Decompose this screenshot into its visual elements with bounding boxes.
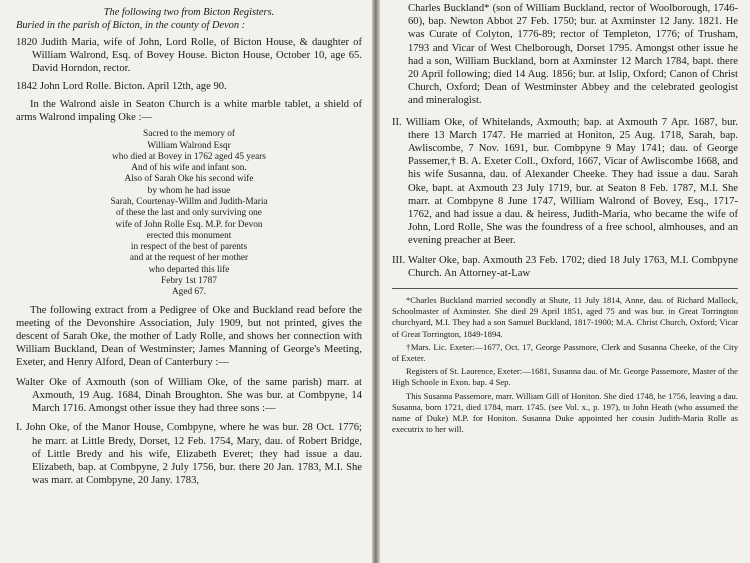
monument-inscription: [16, 129, 362, 298]
walrond-intro: In the Walrond aisle in Seaton Church is a white marble tablet, a shield of arms Walrond impaling Oke :—: [16, 98, 362, 124]
william-oke-paragraph: II. William Oke, of Whitelands, Axmouth; bap. at Axmouth 7 Apr. 1687, bur. there 13 March 1747. He married at Honiton, 25 Aug. 1718, Sarah, bap. Awliscombe, 7 Nov. 1691, bur. Combpyne 9 May 1741; dau. of George Passemer,† B. A. Exeter Coll., Oxford, 1667, Vicar of Awliscombe 1668, and his wife Susanna, dau. of Alexander Cheeke. They had issue a dau. Sarah Oke, bapt. at Axmouth 23 July 1719, bur. at Seaton 8 Feb. 1787, M.I. She marr. at Combpyne 8 June 1747, William Walrond of Bovey, Esq., 1717-1762, and had issue a dau. & heiress, Judith-Maria, who became the wife of John, Lord Rolle, She was the foundress of a free school, almhouses, and an evening preacher at Beer.: [392, 116, 738, 247]
monument-line: wife of John Rolle Esq. M.P. for Devon: [115, 219, 263, 230]
footnote-buckland: *Charles Buckland married secondly at Shute, 11 July 1814, Anne, dau. of Richard Mallock, Schoolmaster of Axminster. She died 29 April 1851, aged 75 and was bur. in Great Torrington churchyard, M.I. They had a son Samuel Buckland, 1817-1900; M.A. Christ Church, Oxford; Vicar of Great Torrington, 1849-1894.: [392, 295, 738, 339]
monument-line: Sacred to the memory of: [143, 129, 235, 140]
monument-line: in respect of the best of parents: [130, 242, 248, 253]
monument-line: Aged 67.: [171, 287, 207, 298]
monument-line: by whom he had issue: [147, 185, 231, 196]
monument-line: of these the last and only surviving one: [116, 208, 262, 219]
footnote-marriage-licence: †Mars. Lic. Exeter:—1677, Oct. 17, George Passmore, Clerk and Susanna Cheeke, of the City of Exeter.: [392, 341, 738, 364]
monument-line: Also of Sarah Oke his second wife: [124, 174, 254, 185]
left-page: [0, 0, 372, 563]
footnote-st-laurence: Registers of St. Laurence, Exeter:—1681, Susanna dau. of Mr. George Passemore, Master of the High Schoole in Exon. bap. 4 Sep.: [392, 366, 738, 388]
right-page: [380, 0, 750, 563]
burial-header: Buried in the parish of Bicton, in the county of Devon :: [16, 20, 246, 31]
monument-line: who departed this life: [148, 264, 230, 275]
monument-line: Febry 1st 1787: [161, 276, 217, 287]
charles-buckland-paragraph: Charles Buckland* (son of William Buckland, rector of Woolborough, 1746-60), bap. Newton Abbot 27 Feb. 1750; bur. at Axminster 12 Jany. 1821. He was Curate of Colyton, 1776-89; rector of Templeton, 1776; of Trusham, 1793 and Vicar of West Chelborough, Dorset 1795. Amongst other issue he had a son, William Buckland, born at Axminster 12 March 1784, bapt. there 20 April following; died 14 Aug. 1856; bur. at Islip, Oxford; Canon of Christ Church, Oxford; Dean of Westminster Abbey and the celebrated geologist and mineralogist.: [408, 3, 738, 107]
john-oke-paragraph: I. John Oke, of the Manor House, Combpyne, where he was bur. 28 Oct. 1776; he marr. at Little Bredy, Dorset, 12 Feb. 1754, Mary, dau. of Robert Bridge, of Little Bredy and his wife, Elizabeth Everet; they had issue a dau. Elizabeth, bap. at Combpyne, 2 July 1756, bur. there 20 Jan. 1783, M.I. She was marr. at Combpyne, 20 Jany. 1783,: [16, 422, 362, 487]
pedigree-paragraph: The following extract from a Pedigree of Oke and Buckland read before the meeting of the Devonshire Association, July 1909, but not printed, gives the descent of Sarah Oke, the mother of Lady Rolle, and shows her connection with William Buckland, Dean of Westminster; James Manning of George's Meeting, Exeter, and Henry Alford, Dean of Canterbury :—: [16, 304, 362, 369]
monument-line: and at the request of her mother: [129, 253, 249, 264]
monument-line: And of his wife and infant son.: [131, 163, 247, 174]
monument-line: Sarah, Courtenay-Willm and Judith-Maria: [110, 197, 268, 207]
entry-1820: 1820 Judith Maria, wife of John, Lord Rolle, of Bicton House, & daughter of William Walrond, Esq. of Bovey House. Bicton House, October 10, age 65. David Horndon, rector.: [16, 37, 362, 75]
book-gutter: [372, 0, 380, 563]
register-header: The following two from Bicton Registers.: [103, 7, 275, 18]
walter-oke-paragraph: Walter Oke of Axmouth (son of William Oke, of the same parish) marr. at Axmouth, 19 Aug. 1684, Dinah Broughton. She was bur. at Combpyne, 14 March 1716. Amongst other issue they had three sons :—: [16, 376, 362, 415]
monument-line: who died at Bovey in 1762 aged 45 years: [112, 151, 266, 162]
footnote-divider: [392, 288, 738, 289]
entry-1842: 1842 John Lord Rolle. Bicton. April 12th, age 90.: [16, 80, 227, 92]
walter-oke-iii-paragraph: III. Walter Oke, bap. Axmouth 23 Feb. 1702; died 18 July 1763, M.I. Combpyne Church. An Attorney-at-Law: [392, 254, 738, 279]
footnote-passemore: This Susanna Passemore, marr. William Gill of Honiton. She died 1748, he 1756, leaving a dau. Susanna, born 1721, died 1784, marr. 1745. (see Vol. x., p. 197), to John Heath (who assumed the name of Duke) M.P. for Honiton. Susanna Duke appointed her cousin Judith-Maria Rolle as executrix to her will.: [392, 390, 738, 435]
monument-line: erected this monument: [146, 230, 232, 241]
monument-line: William Walrond Esqr: [147, 140, 231, 151]
